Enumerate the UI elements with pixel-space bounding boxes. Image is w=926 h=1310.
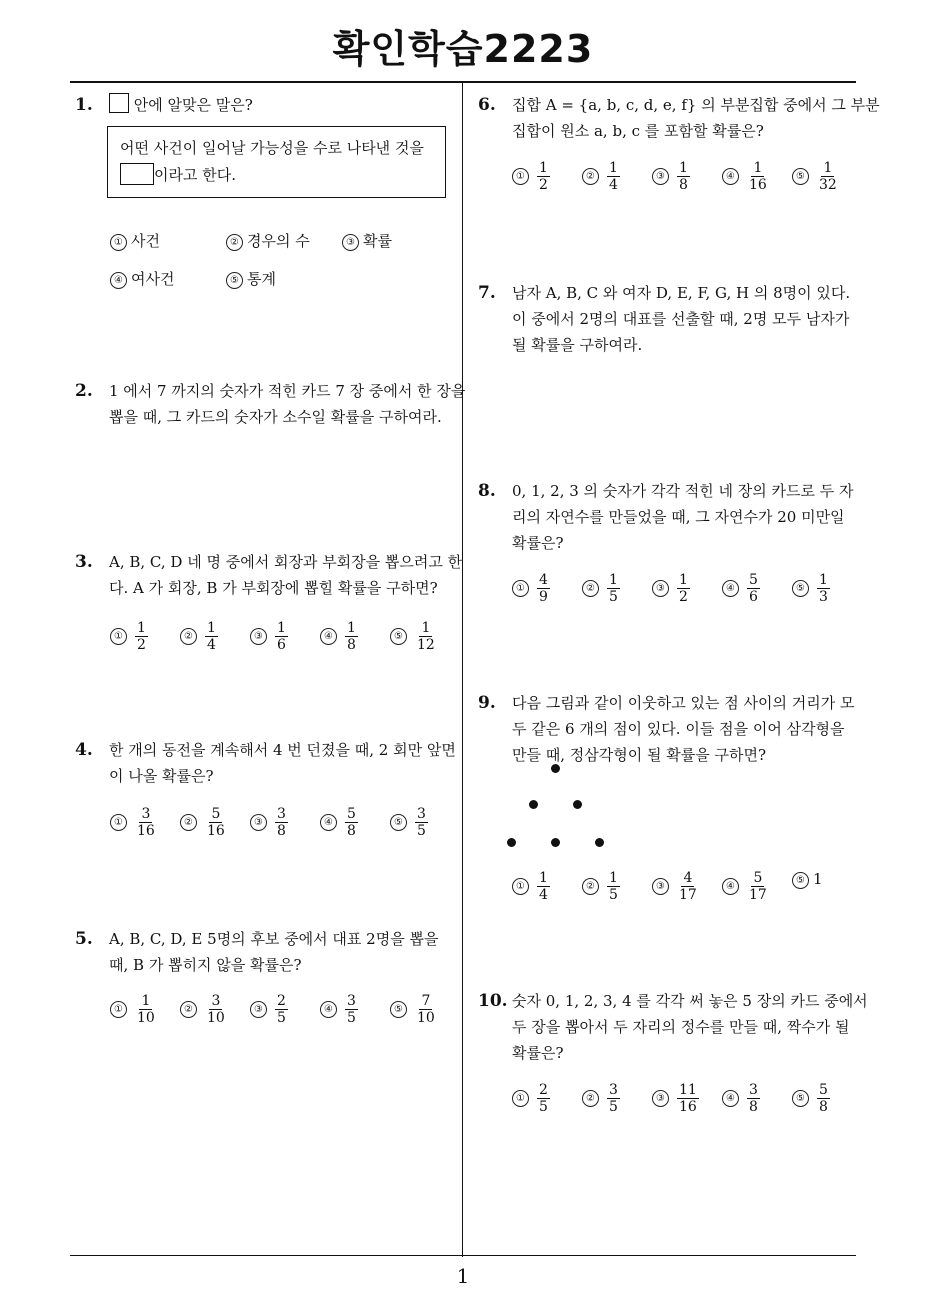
fraction-denominator: 8: [679, 177, 688, 193]
fraction-numerator: 1: [539, 160, 548, 176]
choice-marker: ②: [180, 814, 197, 831]
choice-5[interactable]: [390, 993, 437, 1026]
fraction: [677, 160, 690, 193]
choice-4[interactable]: [722, 870, 769, 903]
fraction: [537, 572, 550, 605]
choice-marker: ②: [582, 168, 599, 185]
fraction-denominator: 17: [679, 887, 697, 903]
question-line: 확률은?: [512, 534, 564, 552]
choice-1[interactable]: [512, 160, 550, 193]
fraction: [537, 1082, 550, 1115]
choice-marker: ⑤: [792, 1090, 809, 1107]
fraction-denominator: 16: [679, 1099, 697, 1115]
fraction: [677, 572, 690, 605]
choices-q6: [512, 160, 852, 200]
fraction: [607, 870, 620, 903]
fraction-numerator: 5: [819, 1082, 828, 1098]
page-title: 확인학습2223: [332, 27, 594, 71]
dot: [595, 838, 604, 847]
question-line: 될 확률을 구하여라.: [512, 336, 643, 354]
choice-text: 확률: [363, 232, 392, 250]
choice-text: 여사건: [131, 270, 175, 288]
choice-marker: ①: [512, 878, 529, 895]
question-text: [109, 92, 253, 118]
choices-q3: [110, 620, 450, 660]
choices-q1: [110, 230, 450, 290]
fraction-denominator: 8: [749, 1099, 758, 1115]
choice-2[interactable]: [582, 870, 620, 903]
dot: [573, 800, 582, 809]
question-text-content: 안에 알맞은 말은?: [133, 96, 253, 114]
fraction-denominator: 8: [819, 1099, 828, 1115]
choice-marker: ③: [652, 580, 669, 597]
choice-4[interactable]: [110, 268, 174, 289]
choice-marker: ①: [110, 628, 127, 645]
fraction-numerator: 1: [609, 160, 618, 176]
fraction-numerator: 3: [749, 1082, 758, 1098]
fraction: [537, 870, 550, 903]
choice-2[interactable]: [582, 572, 620, 605]
fraction-numerator: 5: [753, 870, 763, 886]
choice-marker: ④: [722, 1090, 739, 1107]
question-line: 남자 A, B, C 와 여자 D, E, F, G, H 의 8명이 있다.: [512, 284, 851, 302]
choice-5[interactable]: [792, 1082, 830, 1115]
fraction-denominator: 16: [749, 177, 767, 193]
fraction: [275, 620, 288, 653]
fraction-numerator: 1: [823, 160, 833, 176]
fraction: [607, 160, 620, 193]
choice-5[interactable]: [390, 806, 428, 839]
choices-q9: [512, 870, 852, 910]
fraction-denominator: 10: [207, 1010, 225, 1026]
top-rule: [70, 81, 856, 83]
question-number: 6.: [478, 95, 496, 115]
fraction: [205, 993, 227, 1026]
choice-5[interactable]: [390, 620, 437, 653]
fraction-denominator: 5: [347, 1010, 356, 1026]
choice-1[interactable]: [512, 1082, 550, 1115]
choice-3[interactable]: [250, 993, 288, 1026]
fraction: [607, 1082, 620, 1115]
choice-marker: ①: [110, 234, 127, 251]
choice-marker: ⑤: [792, 168, 809, 185]
choice-marker: ③: [652, 1090, 669, 1107]
choice-3[interactable]: [250, 620, 288, 653]
fraction-denominator: 6: [749, 589, 758, 605]
fraction-denominator: 8: [277, 823, 286, 839]
choice-marker: ⑤: [226, 272, 243, 289]
fraction-denominator: 5: [609, 1099, 618, 1115]
fraction-numerator: 4: [683, 870, 693, 886]
fraction-numerator: 5: [211, 806, 221, 822]
choice-marker: ⑤: [390, 814, 407, 831]
fraction-numerator: 1: [277, 620, 286, 636]
fraction: [345, 806, 358, 839]
question-text: [109, 926, 438, 978]
fraction-numerator: 11: [679, 1082, 697, 1098]
question-number: 10.: [478, 991, 508, 1011]
fraction: [537, 160, 550, 193]
choice-marker: ④: [320, 1001, 337, 1018]
question-text: [109, 378, 465, 430]
choice-marker: ②: [226, 234, 243, 251]
fraction: [677, 1082, 699, 1115]
fraction-denominator: 2: [137, 637, 146, 653]
choice-5[interactable]: [792, 572, 830, 605]
question-line: 리의 자연수를 만들었을 때, 그 자연수가 20 미만일: [512, 508, 845, 526]
question-line: 집합 A = {a, b, c, d, e, f} 의 부분집합 중에서 그 부분: [512, 96, 880, 114]
choice-3[interactable]: [342, 230, 392, 251]
fraction-numerator: 5: [749, 572, 758, 588]
fraction-numerator: 3: [141, 806, 151, 822]
choice-4[interactable]: [722, 572, 760, 605]
fraction: [747, 870, 769, 903]
fraction: [275, 993, 288, 1026]
choice-2[interactable]: [582, 1082, 620, 1115]
choice-marker: ③: [652, 878, 669, 895]
choice-1[interactable]: [110, 993, 157, 1026]
fraction: [817, 572, 830, 605]
blank-box: [120, 163, 154, 185]
choice-marker: ①: [512, 168, 529, 185]
choice-3[interactable]: [652, 870, 699, 903]
choice-3[interactable]: [652, 572, 690, 605]
fraction-numerator: 1: [207, 620, 216, 636]
fraction-denominator: 12: [417, 637, 435, 653]
question-line: 한 개의 동전을 계속해서 4 번 던졌을 때, 2 회만 앞면: [109, 741, 456, 759]
fraction: [817, 160, 839, 193]
fraction-numerator: 3: [277, 806, 286, 822]
question-text: [512, 690, 854, 768]
choice-text: 1: [813, 870, 823, 888]
choice-marker: ③: [250, 1001, 267, 1018]
question-line: 뽑을 때, 그 카드의 숫자가 소수일 확률을 구하여라.: [109, 408, 442, 426]
choice-5[interactable]: [226, 268, 276, 289]
choice-1[interactable]: [110, 620, 148, 653]
definition-box: [107, 126, 446, 198]
fraction-denominator: 10: [137, 1010, 155, 1026]
question-number: 5.: [75, 929, 93, 949]
choice-2[interactable]: [226, 230, 310, 251]
question-text: [109, 737, 456, 789]
fraction-denominator: 4: [207, 637, 216, 653]
fraction: [135, 806, 157, 839]
choice-text: 통계: [247, 270, 276, 288]
choices-q10: [512, 1082, 852, 1122]
fraction: [747, 160, 769, 193]
fraction-numerator: 1: [539, 870, 548, 886]
fraction-denominator: 16: [137, 823, 155, 839]
fraction: [607, 572, 620, 605]
choice-1[interactable]: [110, 806, 157, 839]
fraction-numerator: 1: [609, 870, 618, 886]
choice-marker: ①: [110, 814, 127, 831]
fraction-denominator: 5: [539, 1099, 548, 1115]
choice-3[interactable]: [250, 806, 288, 839]
fraction: [415, 993, 437, 1026]
fraction: [275, 806, 288, 839]
question-text: [512, 280, 850, 358]
fraction-numerator: 3: [211, 993, 221, 1009]
question-line: A, B, C, D, E 5명의 후보 중에서 대표 2명을 뽑을: [109, 930, 439, 948]
choice-4[interactable]: [722, 160, 769, 193]
fraction-denominator: 5: [609, 589, 618, 605]
question-line: 숫자 0, 1, 2, 3, 4 를 각각 써 놓은 5 장의 카드 중에서: [512, 992, 868, 1010]
question-number: 3.: [75, 552, 93, 572]
question-line: 다음 그림과 같이 이웃하고 있는 점 사이의 거리가 모: [512, 694, 855, 712]
choice-marker: ④: [110, 272, 127, 289]
question-line: 때, B 가 뽑히지 않을 확률은?: [109, 956, 302, 974]
fraction-numerator: 1: [679, 572, 688, 588]
question-number: 1.: [75, 95, 93, 115]
fraction: [817, 1082, 830, 1115]
bottom-rule: [70, 1255, 856, 1256]
question-line: A, B, C, D 네 명 중에서 회장과 부회장을 뽑으려고 한: [109, 553, 463, 571]
box-line-1: 어떤 사건이 일어날 가능성을 수로 나타낸 것을: [120, 139, 424, 157]
column-divider: [462, 82, 463, 1257]
question-line: 집합이 원소 a, b, c 를 포함할 확률은?: [512, 122, 764, 140]
choice-marker: ⑤: [390, 1001, 407, 1018]
fraction-denominator: 3: [819, 589, 828, 605]
fraction-numerator: 1: [347, 620, 356, 636]
question-text: [109, 549, 462, 601]
choice-marker: ④: [722, 878, 739, 895]
choice-marker: ②: [582, 878, 599, 895]
choice-3[interactable]: [652, 1082, 699, 1115]
question-line: 확률은?: [512, 1044, 564, 1062]
choice-marker: ②: [582, 1090, 599, 1107]
fraction: [677, 870, 699, 903]
fraction-numerator: 5: [347, 806, 356, 822]
dot: [551, 764, 560, 773]
question-line: 0, 1, 2, 3 의 숫자가 각각 적힌 네 장의 카드로 두 자: [512, 482, 854, 500]
fraction-denominator: 2: [679, 589, 688, 605]
question-text: [512, 988, 868, 1066]
choice-4[interactable]: [320, 620, 358, 653]
choices-q8: [512, 572, 852, 612]
choice-marker: ①: [110, 1001, 127, 1018]
choice-marker: ②: [582, 580, 599, 597]
fraction: [135, 620, 148, 653]
choice-marker: ⑤: [792, 580, 809, 597]
blank-box: [109, 93, 129, 113]
choice-text: 경우의 수: [247, 232, 310, 250]
question-line: 이 나올 확률은?: [109, 767, 214, 785]
fraction-numerator: 7: [421, 993, 431, 1009]
choice-marker: ③: [342, 234, 359, 251]
fraction-numerator: 2: [277, 993, 286, 1009]
question-number: 4.: [75, 740, 93, 760]
box-line-2-text: 이라고 한다.: [154, 166, 236, 184]
choices-q5: [110, 993, 450, 1033]
choice-marker: ③: [250, 814, 267, 831]
choice-1[interactable]: [512, 572, 550, 605]
fraction-denominator: 8: [347, 823, 356, 839]
choice-marker: ③: [652, 168, 669, 185]
fraction-denominator: 17: [749, 887, 767, 903]
choices-q4: [110, 806, 450, 846]
fraction-numerator: 3: [347, 993, 356, 1009]
choice-marker: ⑤: [792, 872, 809, 889]
choice-4[interactable]: [722, 1082, 760, 1115]
question-number: 2.: [75, 381, 93, 401]
question-line: 두 같은 6 개의 점이 있다. 이들 점을 이어 삼각형을: [512, 720, 845, 738]
fraction-denominator: 9: [539, 589, 548, 605]
page-number: 1: [456, 1264, 470, 1288]
fraction-numerator: 1: [141, 993, 151, 1009]
fraction: [345, 993, 358, 1026]
fraction-numerator: 1: [421, 620, 431, 636]
fraction: [205, 806, 227, 839]
fraction-denominator: 10: [417, 1010, 435, 1026]
fraction-numerator: 4: [539, 572, 548, 588]
box-line-2: [120, 162, 433, 189]
choice-marker: ④: [320, 814, 337, 831]
choice-4[interactable]: [320, 993, 358, 1026]
fraction-numerator: 1: [753, 160, 763, 176]
choice-marker: ④: [722, 168, 739, 185]
choice-5[interactable]: [792, 160, 839, 193]
fraction-numerator: 3: [609, 1082, 618, 1098]
choice-2[interactable]: [180, 620, 218, 653]
choice-marker: ④: [320, 628, 337, 645]
choice-2[interactable]: [582, 160, 620, 193]
choice-3[interactable]: [652, 160, 690, 193]
fraction-denominator: 6: [277, 637, 286, 653]
question-number: 9.: [478, 693, 496, 713]
choice-2[interactable]: [180, 993, 227, 1026]
question-text: [512, 92, 880, 144]
fraction-denominator: 16: [207, 823, 225, 839]
choice-text: 사건: [131, 232, 160, 250]
fraction-numerator: 1: [137, 620, 146, 636]
question-number: 8.: [478, 481, 496, 501]
dot: [507, 838, 516, 847]
fraction-numerator: 3: [417, 806, 426, 822]
fraction: [415, 620, 437, 653]
fraction-denominator: 32: [819, 177, 837, 193]
fraction-denominator: 8: [347, 637, 356, 653]
question-line: 만들 때, 정삼각형이 될 확률을 구하면?: [512, 746, 767, 764]
fraction: [415, 806, 428, 839]
fraction-denominator: 5: [277, 1010, 286, 1026]
choice-marker: ⑤: [390, 628, 407, 645]
fraction: [345, 620, 358, 653]
fraction-numerator: 1: [609, 572, 618, 588]
fraction-denominator: 5: [417, 823, 426, 839]
fraction: [747, 1082, 760, 1115]
choice-4[interactable]: [320, 806, 358, 839]
choice-2[interactable]: [180, 806, 227, 839]
choice-marker: ②: [180, 1001, 197, 1018]
fraction: [747, 572, 760, 605]
question-line: 1 에서 7 까지의 숫자가 적힌 카드 7 장 중에서 한 장을: [109, 382, 466, 400]
fraction-denominator: 5: [609, 887, 618, 903]
question-line: 두 장을 뽑아서 두 자리의 정수를 만들 때, 짝수가 될: [512, 1018, 850, 1036]
fraction: [205, 620, 218, 653]
choice-5[interactable]: [792, 870, 823, 889]
question-number: 7.: [478, 283, 496, 303]
fraction-denominator: 4: [539, 887, 548, 903]
choice-marker: ①: [512, 1090, 529, 1107]
fraction-numerator: 1: [679, 160, 688, 176]
question-text: [512, 478, 854, 556]
dot: [529, 800, 538, 809]
fraction-denominator: 4: [609, 177, 618, 193]
choice-1[interactable]: [512, 870, 550, 903]
fraction-denominator: 2: [539, 177, 548, 193]
choice-marker: ④: [722, 580, 739, 597]
fraction-numerator: 1: [819, 572, 828, 588]
choice-1[interactable]: [110, 230, 160, 251]
question-line: 다. A 가 회장, B 가 부회장에 뽑힐 확률을 구하면?: [109, 579, 438, 597]
fraction-numerator: 2: [539, 1082, 548, 1098]
choice-marker: ①: [512, 580, 529, 597]
question-line: 이 중에서 2명의 대표를 선출할 때, 2명 모두 남자가: [512, 310, 850, 328]
choice-marker: ②: [180, 628, 197, 645]
dot: [551, 838, 560, 847]
fraction: [135, 993, 157, 1026]
choice-marker: ③: [250, 628, 267, 645]
